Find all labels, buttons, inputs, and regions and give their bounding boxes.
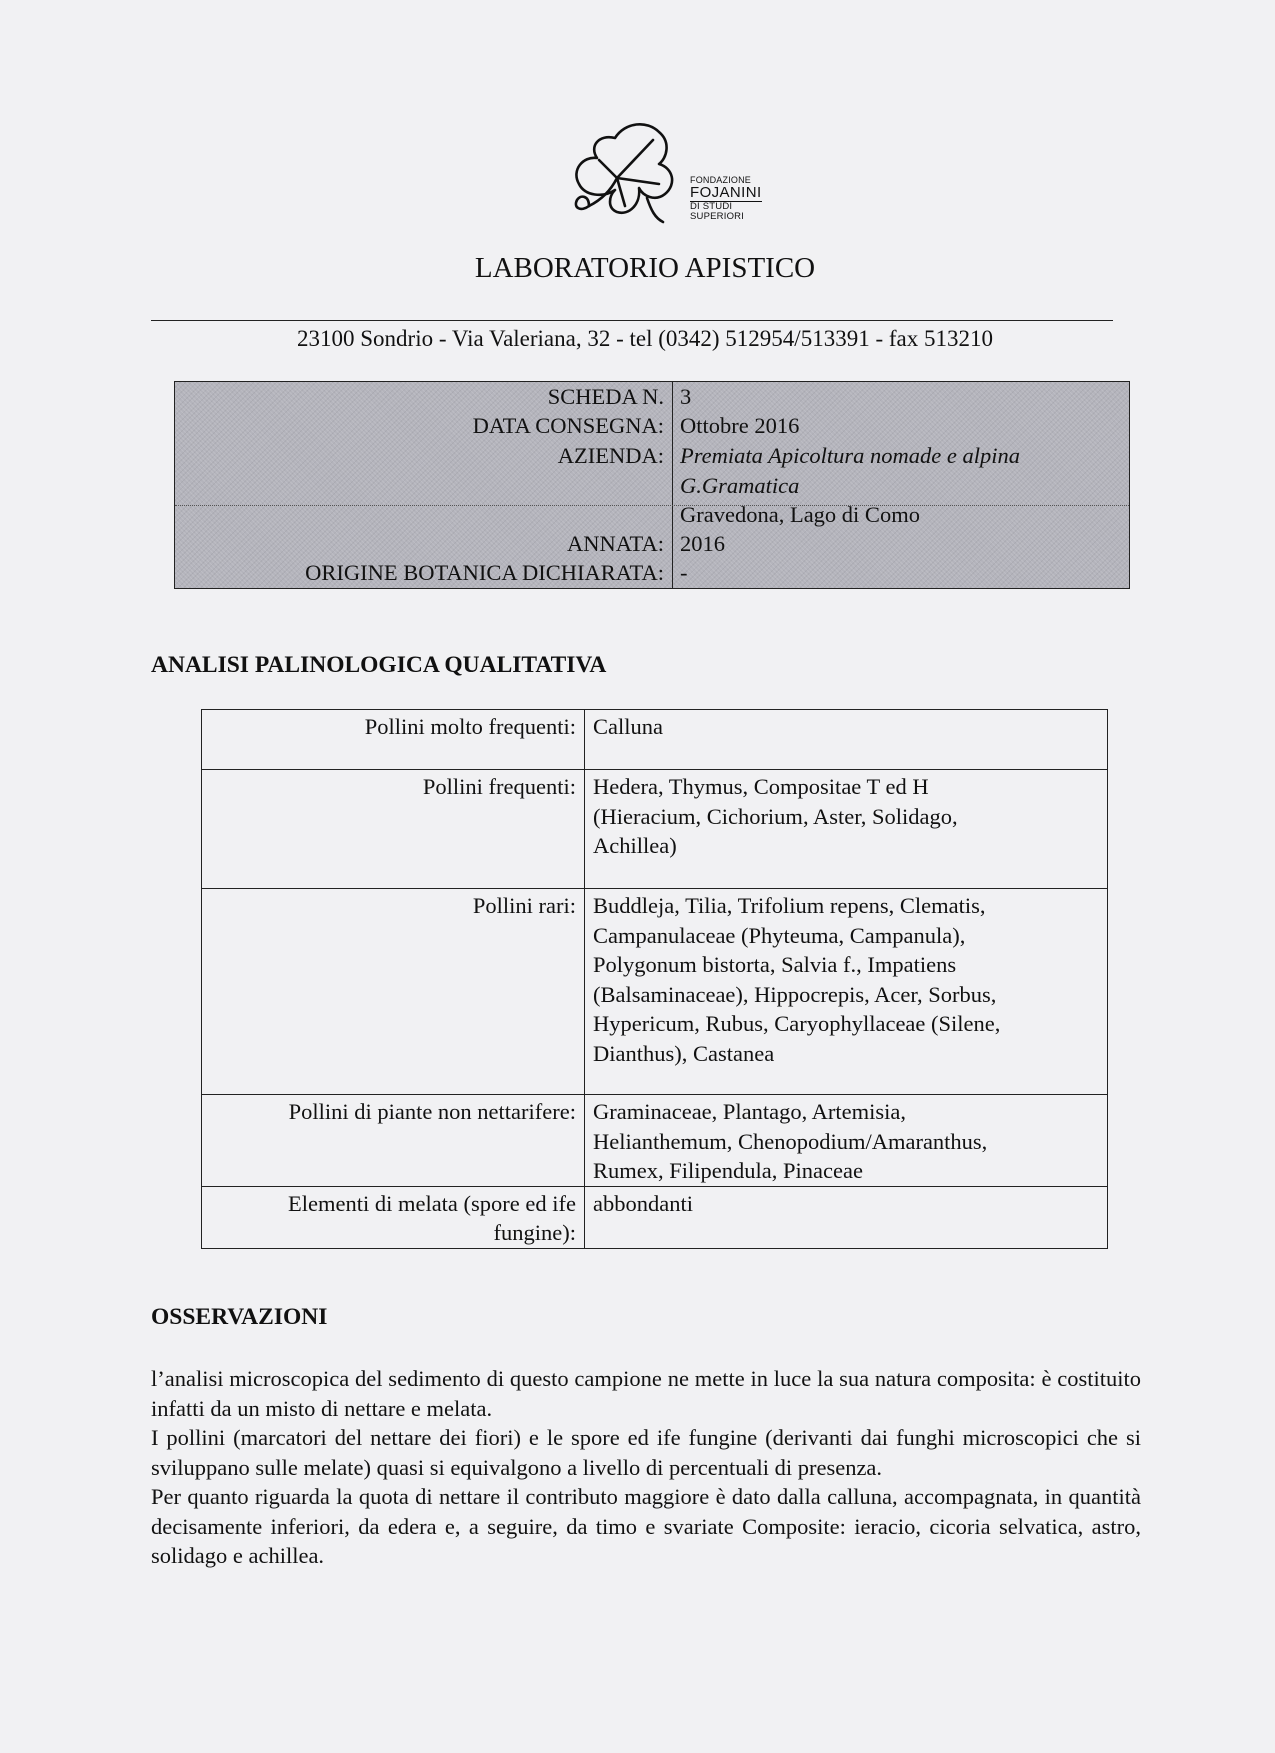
logo-wordmark — [690, 176, 762, 222]
annata-label: ANNATA: — [567, 531, 664, 556]
origine-botanica-label: ORIGINE BOTANICA DICHIARATA: — [305, 560, 664, 585]
header-divider — [151, 320, 1113, 321]
logo-line-2: FOJANINI — [690, 184, 762, 202]
azienda-value-line1: Premiata Apicoltura nomade e alpina — [680, 443, 1020, 468]
value-line: Achillea) — [593, 833, 677, 858]
row-label: Pollini di piante non nettarifere: — [202, 1095, 585, 1187]
laboratory-title: LABORATORIO APISTICO — [474, 252, 816, 284]
annata-value: 2016 — [680, 531, 725, 556]
data-consegna-value: Ottobre 2016 — [680, 413, 800, 438]
logo-line-1: FONDAZIONE — [690, 175, 752, 185]
observations-section-title: OSSERVAZIONI — [151, 1304, 328, 1330]
value-line: Hypericum, Rubus, Caryophyllaceae (Silene, — [593, 1011, 1001, 1036]
row-label: Pollini rari: — [202, 889, 585, 1095]
info-row-separator — [175, 505, 1129, 506]
table-row — [202, 889, 1108, 1095]
observations-body — [151, 1364, 1141, 1571]
observations-paragraph: I pollini (marcatori del nettare dei fiori) e le spore ed ife fungine (derivanti dai funghi microscopici che si sviluppano sulle melate) quasi si equivalgono a livello di percentuali di presenza. — [151, 1425, 1141, 1480]
sample-info-box — [174, 381, 1130, 589]
table-row — [202, 770, 1108, 889]
table-row — [202, 710, 1108, 770]
pollen-analysis-table — [201, 709, 1108, 1249]
observations-paragraph: l’analisi microscopica del sedimento di questo campione ne mette in luce la sua natura composita: è costituito infatti da un misto di nettare e melata. — [151, 1366, 1141, 1421]
row-label: Pollini frequenti: — [202, 770, 585, 889]
value-line: Calluna — [593, 714, 663, 739]
value-line: Helianthemum, Chenopodium/Amaranthus, — [593, 1128, 988, 1154]
observations-paragraph: Per quanto riguarda la quota di nettare il contributo maggiore è dato dalla calluna, accompagnata, in quantità decisamente inferiori, da edera e, a seguire, da timo e svariate Composite: ieracio, cicoria selvatica, astro, solidago e achillea. — [151, 1484, 1141, 1568]
table-row — [202, 1186, 1108, 1248]
value-line: Buddleja, Tilia, Trifolium repens, Clematis, — [593, 893, 986, 918]
row-value — [585, 889, 1108, 1095]
azienda-label: AZIENDA: — [557, 443, 664, 468]
value-line: Hedera, Thymus, Compositae T ed H — [593, 774, 929, 799]
value-line: Campanulaceae (Phyteuma, Campanula), — [593, 922, 966, 948]
label-line: Elementi di melata (spore ed ife — [287, 1190, 576, 1216]
value-line: (Hieracium, Cichorium, Aster, Solidago, — [593, 803, 958, 829]
origine-botanica-value: - — [680, 560, 688, 585]
table-row — [202, 1095, 1108, 1187]
value-line: (Balsaminaceae), Hippocrepis, Acer, Sorbus, — [593, 981, 997, 1007]
row-value — [585, 710, 1108, 770]
scheda-label: SCHEDA N. — [547, 384, 664, 409]
data-consegna-label: DATA CONSEGNA: — [472, 413, 664, 438]
scheda-value: 3 — [680, 384, 692, 409]
azienda-value-line3: Gravedona, Lago di Como — [680, 502, 920, 527]
row-value — [585, 770, 1108, 889]
value-line: Polygonum bistorta, Salvia f., Impatiens — [593, 952, 957, 977]
info-column-divider — [672, 382, 673, 588]
value-line: Rumex, Filipendula, Pinaceae — [593, 1158, 863, 1183]
row-label — [202, 1186, 585, 1248]
value-line: Graminaceae, Plantago, Artemisia, — [593, 1099, 907, 1124]
value-line: abbondanti — [593, 1190, 693, 1216]
logo-line-4: SUPERIORI — [690, 211, 745, 223]
value-line: Dianthus), Castanea — [593, 1040, 775, 1066]
foundation-logo — [555, 118, 762, 230]
logo-line-3: DI STUDI — [690, 201, 733, 213]
laboratory-address: 23100 Sondrio - Via Valeriana, 32 - tel (0342) 512954/513391 - fax 513210 — [297, 326, 993, 351]
label-line: fungine): — [493, 1220, 576, 1245]
analysis-section-title: ANALISI PALINOLOGICA QUALITATIVA — [151, 652, 607, 678]
row-value — [585, 1186, 1108, 1248]
row-value — [585, 1095, 1108, 1187]
azienda-value-line2: G.Gramatica — [680, 473, 800, 498]
row-label: Pollini molto frequenti: — [202, 710, 585, 770]
vine-leaf-grape-icon — [555, 118, 690, 230]
